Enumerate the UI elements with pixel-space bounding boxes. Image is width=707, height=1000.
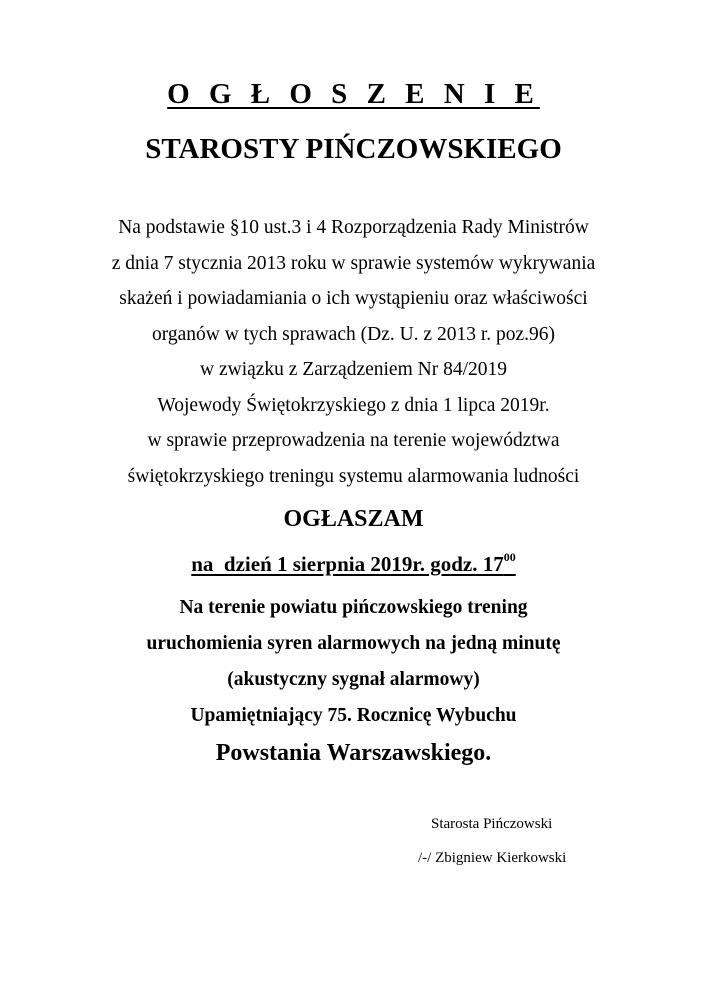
signature-name: /-/ Zbigniew Kierkowski: [418, 850, 567, 866]
detail-line: (akustyczny sygnał alarmowy): [227, 669, 480, 690]
body-line: świętokrzyskiego treningu systemu alarmowania ludności: [127, 465, 580, 487]
time-superscript: 00: [503, 550, 516, 564]
announcement-heading: OGŁASZAM: [283, 506, 424, 532]
detail-line: uruchomienia syren alarmowych na jedną minutę: [146, 633, 561, 654]
detail-line: Upamiętniający 75. Rocznicę Wybuchu: [190, 705, 517, 726]
document-title: O G Ł O S Z E N I E: [167, 78, 540, 110]
body-line: Na podstawie §10 ust.3 i 4 Rozporządzenia Rady Ministrów: [118, 217, 589, 238]
body-line: w sprawie przeprowadzenia na terenie województwa: [147, 430, 560, 451]
announcement-details: [0, 590, 707, 734]
body-line: organów w tych sprawach (Dz. U. z 2013 r. poz.96): [151, 323, 556, 345]
legal-basis-paragraph: [0, 210, 707, 494]
date-text: [191, 552, 516, 576]
signature-role: Starosta Pińczowski: [431, 816, 553, 832]
body-line: skażeń i powiadamiania o ich wystąpieniu oraz właściwości: [119, 288, 588, 309]
announcement-closing: Powstania Warszawskiego.: [215, 740, 492, 766]
body-line: z dnia 7 stycznia 2013 roku w sprawie systemów wykrywania: [111, 252, 596, 274]
date-value: na dzień 1 sierpnia 2019r. godz. 17: [191, 552, 504, 576]
body-line: Wojewody Świętokrzyskiego z dnia 1 lipca 2019r.: [157, 394, 550, 416]
announcement-date: [0, 552, 707, 577]
body-line: w związku z Zarządzeniem Nr 84/2019: [200, 359, 507, 380]
detail-line: Na terenie powiatu pińczowskiego trening: [179, 597, 528, 618]
document-subtitle: STAROSTY PIŃCZOWSKIEGO: [145, 133, 562, 165]
